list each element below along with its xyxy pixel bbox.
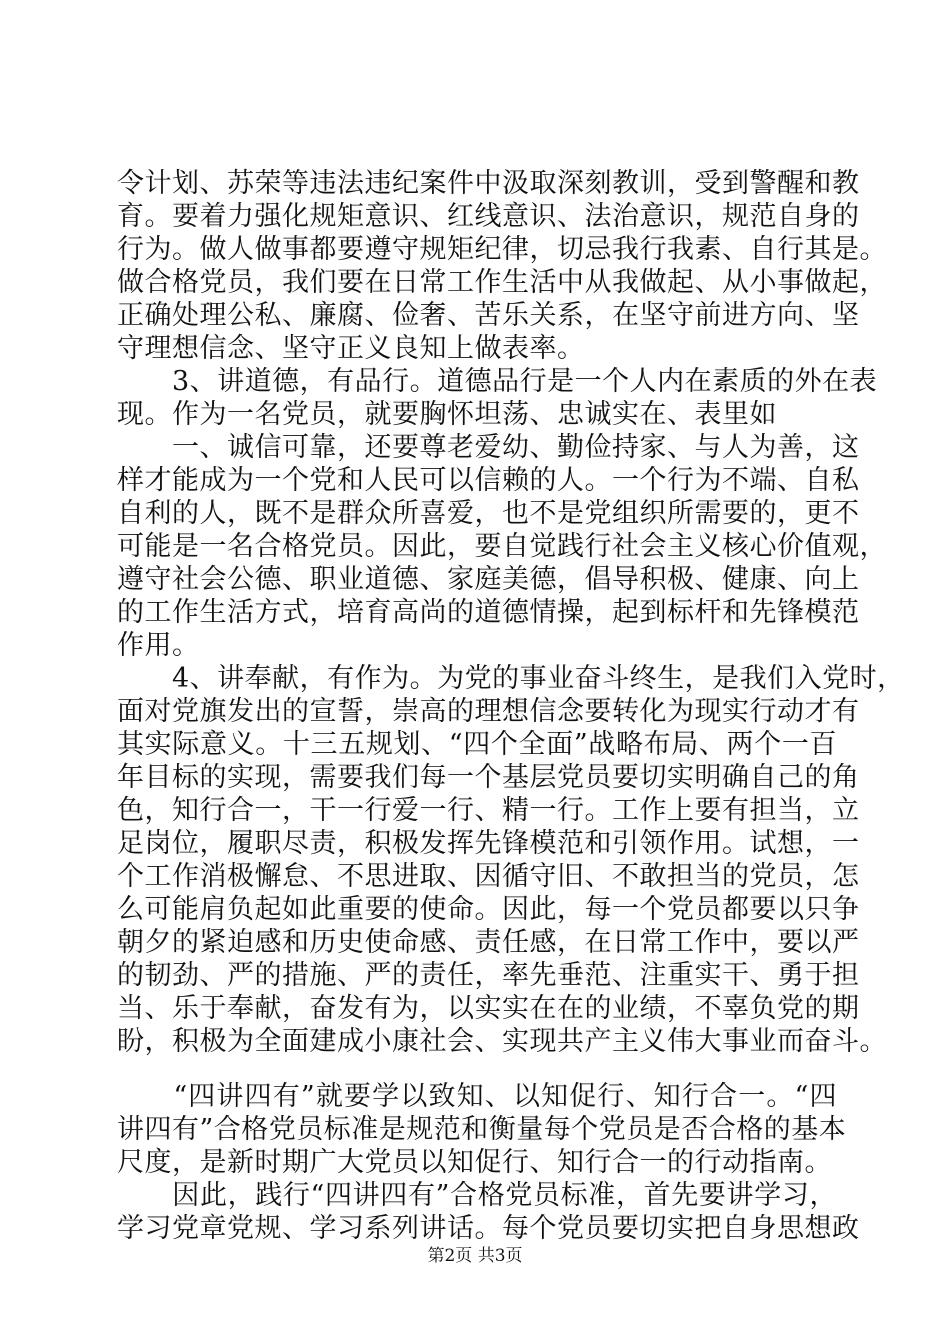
- text-line: 自利的人，既不是群众所喜爱，也不是党组织所需要的，更不: [117, 498, 860, 529]
- text-line: 样才能成为一个党和人民可以信赖的人。一个行为不端、自私: [117, 465, 860, 496]
- text-line: 遵守社会公德、职业道德、家庭美德，倡导积极、健康、向上: [117, 564, 860, 595]
- text-line: 行为。做人做事都要遵守规矩纪律，切忌我行我素、自行其是。: [117, 234, 887, 265]
- text-line: 正确处理公私、廉腐、俭奢、苦乐关系，在坚守前进方向、坚: [117, 300, 860, 331]
- text-line: 其实际意义。十三五规划、“四个全面”战略布局、两个一百: [117, 729, 837, 760]
- text-line: 因此，践行“四讲四有”合格党员标准，首先要讲学习，: [117, 1180, 837, 1211]
- text-line: 守理想信念、坚守正义良知上做表率。: [117, 333, 585, 364]
- text-line: 可能是一名合格党员。因此，要自觉践行社会主义核心价值观，: [117, 531, 887, 562]
- text-line: 的韧劲、严的措施、严的责任，率先垂范、注重实干、勇于担: [117, 960, 860, 991]
- text-line: 3、讲道德，有品行。道德品行是一个人内在素质的外在表: [117, 366, 878, 397]
- text-line: 尺度，是新时期广大党员以知促行、知行合一的行动指南。: [117, 1147, 832, 1178]
- page-footer: 第2页 共3页: [427, 1246, 523, 1266]
- text-line: 足岗位，履职尽责，积极发挥先锋模范和引领作用。试想，一: [117, 828, 860, 859]
- text-line: 色，知行合一，干一行爱一行、精一行。工作上要有担当，立: [117, 795, 860, 826]
- text-line: “四讲四有”就要学以致知、以知促行、知行合一。“四: [117, 1081, 837, 1112]
- text-line: 4、讲奉献，有作为。为党的事业奋斗终生，是我们入党时，: [117, 663, 905, 694]
- text-line: 一、诚信可靠，还要尊老爱幼、勤俭持家、与人为善，这: [117, 432, 860, 463]
- text-line: 面对党旗发出的宣誓，崇高的理想信念要转化为现实行动才有: [117, 696, 860, 727]
- text-line: 的工作生活方式，培育高尚的道德情操，起到标杆和先锋模范: [117, 597, 860, 628]
- text-line: 么可能肩负起如此重要的使命。因此，每一个党员都要以只争: [117, 894, 860, 925]
- text-line: 育。要着力强化规矩意识、红线意识、法治意识，规范自身的: [117, 201, 860, 232]
- text-line: 现。作为一名党员，就要胸怀坦荡、忠诚实在、表里如: [117, 399, 777, 430]
- text-line: 作用。: [117, 630, 200, 661]
- text-line: 朝夕的紧迫感和历史使命感、责任感，在日常工作中，要以严: [117, 927, 860, 958]
- text-line: 讲四有”合格党员标准是规范和衡量每个党员是否合格的基本: [117, 1114, 847, 1145]
- text-line: 做合格党员，我们要在日常工作生活中从我做起、从小事做起，: [117, 267, 887, 298]
- text-line: 学习党章党规、学习系列讲话。每个党员要切实把自身思想政: [117, 1213, 860, 1244]
- text-line: 令计划、苏荣等违法违纪案件中汲取深刻教训，受到警醒和教: [117, 168, 860, 199]
- text-line: 年目标的实现，需要我们每一个基层党员要切实明确自己的角: [117, 762, 860, 793]
- text-line: 个工作消极懈怠、不思进取、因循守旧、不敢担当的党员，怎: [117, 861, 860, 892]
- text-line: 盼，积极为全面建成小康社会、实现共产主义伟大事业而奋斗。: [117, 1026, 887, 1057]
- text-line: 当、乐于奉献，奋发有为，以实实在在的业绩，不辜负党的期: [117, 993, 860, 1024]
